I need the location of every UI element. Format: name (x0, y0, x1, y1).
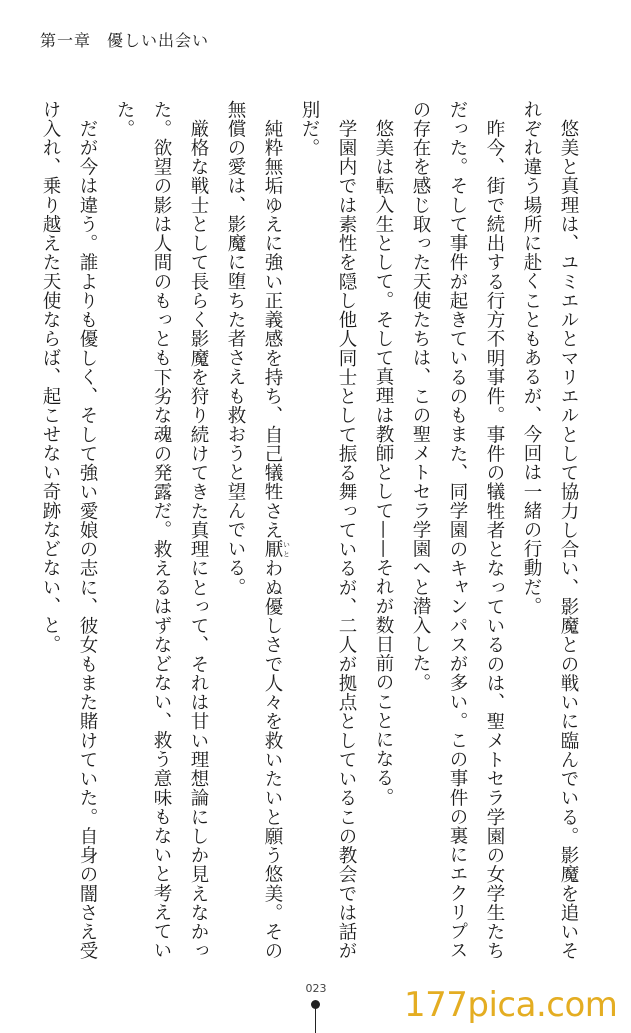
paragraph-2: 昨今、街で続出する行方不明事件。事件の犠牲者となっているのは、聖メトセラ学園の女学生たちだった。そして事件が起きているのもまた、同学園のキャンパスが多い。この事件の裏にエクリプスの存在を感じ取った天使たちは、この聖メトセラ学園へと潜入した。 (410, 100, 505, 960)
watermark: 177pica.com (404, 985, 618, 1025)
paragraph-7: だが今は違う。誰よりも優しく、そして強い愛娘の志に、彼女もまた賭けていた。自身の闇さえ受け入れ、乗り越えた天使ならば、起こせない奇跡などない、と。 (40, 100, 98, 960)
paragraph-5: 純粋無垢ゆえに強い正義感を持ち、自己犠牲さえ厭 いとわぬ優しさで人々を救いたいと願う悠美。その無償の愛は、影魔に堕ちた者さえも救おうと望んでいる。 (225, 100, 291, 961)
running-header (40, 28, 209, 51)
furigana-reading: いと (282, 539, 291, 559)
paragraph-6: 厳格な戦士として長らく影魔を狩り続けてきた真理にとって、それは甘い理想論にしか見えなかった。欲望の影は人間のもっとも下劣な魂の発露だ。救えるはずなどない、救う意味もないと考えていた。 (114, 100, 209, 960)
paragraph-4: 学園内では素性を隠し他人同士として振る舞っているが、二人が拠点としているこの教会では話が別だ。 (299, 100, 357, 960)
paragraph-3: 悠美は転入生として。そして真理は教師として——それが数日前のことになる。 (373, 118, 394, 807)
chapter-title: 優しい出会い (107, 31, 210, 50)
chapter-label: 第一章 (40, 31, 92, 50)
paragraph-1: 悠美と真理は、ユミエルとマリエルとして協力し合い、影魔との戦いに臨んでいる。影魔を追いそれぞれ違う場所に赴くこともあるが、今回は一緒の行動だ。 (521, 100, 579, 960)
page-marker-line (315, 1008, 316, 1033)
page-number: 023 (305, 982, 327, 995)
vertical-body-text (27, 100, 587, 960)
furigana-word: 厭 いと (262, 539, 291, 559)
